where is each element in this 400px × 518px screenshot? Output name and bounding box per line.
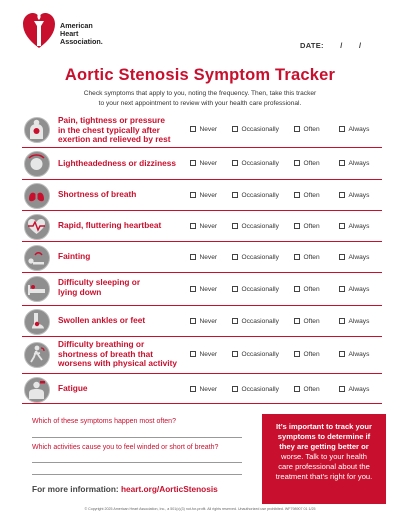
- symptom-label: Difficulty sleeping or lying down: [58, 277, 141, 297]
- checkbox[interactable]: [232, 351, 238, 357]
- date-slash: /: [359, 41, 362, 50]
- answer-line[interactable]: [32, 474, 242, 475]
- option-never[interactable]: Never: [190, 126, 217, 133]
- checkbox[interactable]: [190, 286, 196, 292]
- question-activities: Which activities cause you to feel winded or short of breath?: [32, 444, 219, 451]
- option-often[interactable]: Often: [294, 386, 320, 393]
- question-most-often: Which of these symptoms happen most often?: [32, 418, 176, 425]
- symptom-label: Swollen ankles or feet: [58, 315, 146, 325]
- page-title: Aortic Stenosis Symptom Tracker: [64, 66, 336, 84]
- symptom-table: [22, 113, 382, 404]
- checkbox[interactable]: [339, 160, 345, 166]
- option-never[interactable]: Never: [190, 254, 217, 261]
- checkbox[interactable]: [190, 160, 196, 166]
- checkbox[interactable]: [294, 318, 300, 324]
- checkbox[interactable]: [294, 351, 300, 357]
- bed-icon: [24, 276, 50, 302]
- option-never[interactable]: Never: [190, 318, 217, 325]
- more-info: [32, 484, 218, 494]
- checkbox[interactable]: [294, 126, 300, 132]
- checkbox[interactable]: [294, 160, 300, 166]
- heartbeat-icon: [24, 214, 50, 240]
- option-often[interactable]: Often: [294, 318, 320, 325]
- answer-line[interactable]: [32, 462, 242, 463]
- checkbox[interactable]: [190, 351, 196, 357]
- option-often[interactable]: Often: [294, 126, 320, 133]
- option-never[interactable]: Never: [190, 223, 217, 230]
- date-label: DATE:: [300, 41, 324, 50]
- checkbox[interactable]: [190, 318, 196, 324]
- fatigue-icon: [24, 377, 50, 403]
- symptom-label: Rapid, fluttering heartbeat: [58, 220, 162, 230]
- checkbox[interactable]: [339, 286, 345, 292]
- option-often[interactable]: Often: [294, 351, 320, 358]
- checkbox[interactable]: [190, 192, 196, 198]
- symptom-row: [22, 337, 382, 374]
- checkbox[interactable]: [339, 386, 345, 392]
- fainting-icon: [24, 245, 50, 271]
- symptom-row: [22, 180, 382, 211]
- checkbox[interactable]: [232, 192, 238, 198]
- checkbox[interactable]: [339, 223, 345, 229]
- symptom-label: Difficulty breathing or shortness of breath that worsens with physical activity: [58, 339, 177, 369]
- chest-pain-icon: [24, 117, 50, 143]
- option-always[interactable]: Always: [339, 254, 369, 261]
- page-subtitle: Check symptoms that apply to you, noting the frequency. Then, take this tracker to your next appointment to review with your health care professional.: [83, 90, 317, 107]
- checkbox[interactable]: [232, 254, 238, 260]
- logo-wordmark: American Heart Association.: [60, 21, 103, 46]
- checkbox[interactable]: [190, 254, 196, 260]
- option-always[interactable]: Always: [339, 126, 369, 133]
- symptom-label: Fainting: [58, 251, 91, 261]
- symptom-row: [22, 211, 382, 242]
- checkbox[interactable]: [190, 223, 196, 229]
- option-never[interactable]: Never: [190, 351, 217, 358]
- symptom-label: Shortness of breath: [58, 189, 137, 199]
- exertion-icon: [24, 342, 50, 368]
- aha-logo: [22, 12, 132, 50]
- date-slash: /: [340, 41, 343, 50]
- option-always[interactable]: Always: [339, 386, 369, 393]
- option-often[interactable]: Often: [294, 223, 320, 230]
- option-always[interactable]: Always: [339, 351, 369, 358]
- option-always[interactable]: Always: [339, 160, 369, 167]
- symptom-row: [22, 242, 382, 273]
- option-always[interactable]: Always: [339, 318, 369, 325]
- symptom-row: [22, 148, 382, 180]
- option-never[interactable]: Never: [190, 286, 217, 293]
- checkbox[interactable]: [339, 192, 345, 198]
- checkbox[interactable]: [190, 386, 196, 392]
- checkbox[interactable]: [339, 318, 345, 324]
- option-occasionally[interactable]: Occasionally: [232, 160, 279, 167]
- more-info-link[interactable]: heart.org/AorticStenosis: [120, 484, 218, 494]
- checkbox[interactable]: [232, 318, 238, 324]
- option-often[interactable]: Often: [294, 192, 320, 199]
- symptom-row: [22, 374, 382, 404]
- date-field: [300, 41, 361, 50]
- checkbox[interactable]: [190, 126, 196, 132]
- copyright-notice: © Copyright 2025 American Heart Association, Inc., a 501(c)(3) not-for-profit. All rights reserved. Unauthorized use prohibited. WF798907 01 1/25: [84, 507, 316, 511]
- checkbox[interactable]: [232, 126, 238, 132]
- symptom-row: [22, 273, 382, 306]
- checkbox[interactable]: [294, 286, 300, 292]
- answer-line[interactable]: [32, 437, 242, 438]
- dizziness-icon: [24, 151, 50, 177]
- foot-icon: [24, 309, 50, 335]
- checkbox[interactable]: [339, 254, 345, 260]
- checkbox[interactable]: [232, 286, 238, 292]
- option-occasionally[interactable]: Occasionally: [232, 386, 279, 393]
- option-occasionally[interactable]: Occasionally: [232, 126, 279, 133]
- symptom-label: Lightheadedness or dizziness: [58, 158, 177, 168]
- option-never[interactable]: Never: [190, 386, 217, 393]
- symptom-row: [22, 113, 382, 148]
- option-often[interactable]: Often: [294, 286, 320, 293]
- option-often[interactable]: Often: [294, 160, 320, 167]
- checkbox[interactable]: [294, 223, 300, 229]
- checkbox[interactable]: [294, 192, 300, 198]
- lungs-icon: [24, 183, 50, 209]
- checkbox[interactable]: [339, 126, 345, 132]
- checkbox[interactable]: [232, 223, 238, 229]
- option-occasionally[interactable]: Occasionally: [232, 318, 279, 325]
- symptom-row: [22, 306, 382, 337]
- checkbox[interactable]: [294, 386, 300, 392]
- page-header: [0, 0, 400, 60]
- option-occasionally[interactable]: Occasionally: [232, 254, 279, 261]
- more-info-label: For more information:: [32, 484, 119, 494]
- option-occasionally[interactable]: Occasionally: [232, 286, 279, 293]
- info-callout: It’s important to track your symptoms to determine if they are getting better or worse. Talk to your health care professional about the treatment that’s right for you.: [262, 414, 386, 504]
- symptom-label: Fatigue: [58, 383, 88, 393]
- option-never[interactable]: Never: [190, 160, 217, 167]
- option-occasionally[interactable]: Occasionally: [232, 351, 279, 358]
- symptom-label: Pain, tightness or pressure in the chest typically after exertion and relieved by rest: [58, 115, 171, 145]
- option-often[interactable]: Often: [294, 254, 320, 261]
- option-always[interactable]: Always: [339, 192, 369, 199]
- checkbox[interactable]: [232, 160, 238, 166]
- option-always[interactable]: Always: [339, 286, 369, 293]
- option-never[interactable]: Never: [190, 192, 217, 199]
- option-occasionally[interactable]: Occasionally: [232, 192, 279, 199]
- option-always[interactable]: Always: [339, 223, 369, 230]
- heart-torch-logo-icon: [22, 12, 56, 50]
- checkbox[interactable]: [232, 386, 238, 392]
- option-occasionally[interactable]: Occasionally: [232, 223, 279, 230]
- checkbox[interactable]: [339, 351, 345, 357]
- checkbox[interactable]: [294, 254, 300, 260]
